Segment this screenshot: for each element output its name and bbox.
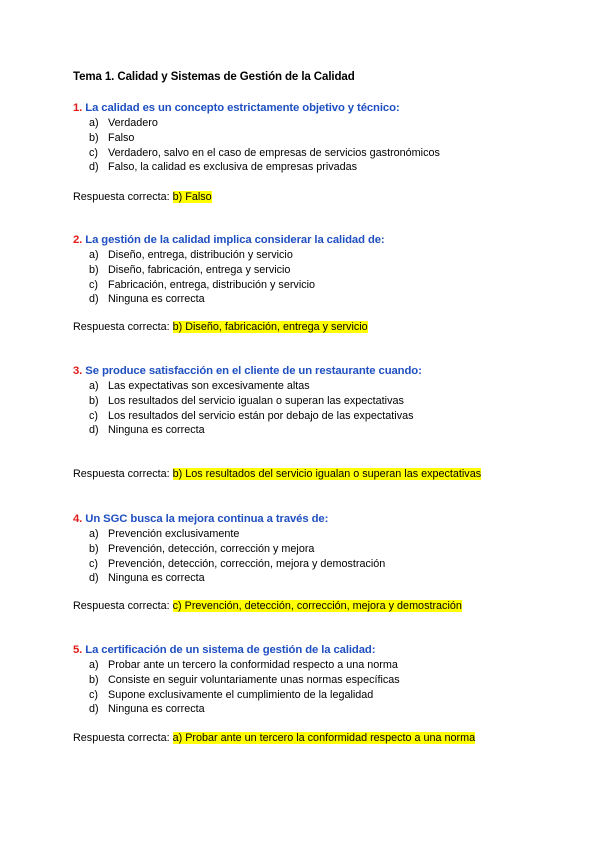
question-text: Se produce satisfacción en el cliente de un restaurante cuando:	[85, 365, 422, 377]
question-text: Un SGC busca la mejora continua a través de:	[85, 513, 329, 525]
question-number: 3.	[73, 365, 83, 377]
option-letter: c)	[89, 557, 98, 570]
option-c	[73, 409, 573, 424]
option-text: Fabricación, entrega, distribución y servicio	[108, 278, 316, 291]
question-2	[73, 232, 573, 307]
option-letter: a)	[89, 380, 99, 392]
question-heading	[73, 100, 573, 116]
options-list	[73, 248, 573, 307]
answer-value: b) Falso	[172, 191, 212, 203]
option-letter: c)	[89, 688, 98, 701]
option-letter: d)	[89, 572, 99, 585]
option-d	[73, 423, 573, 438]
option-text: Ninguna es correcta	[108, 293, 205, 306]
option-text: Los resultados del servicio igualan o superan las expectativas	[108, 394, 404, 407]
question-heading	[73, 363, 573, 379]
question-number: 4.	[73, 513, 83, 525]
option-a	[73, 248, 573, 263]
answer-value: a) Probar ante un tercero la conformidad respecto a una norma	[172, 732, 476, 744]
question-heading	[73, 511, 573, 527]
option-c	[73, 146, 573, 161]
question-5	[73, 642, 573, 717]
question-number: 5.	[73, 644, 83, 656]
option-letter: d)	[89, 293, 99, 306]
option-letter: b)	[89, 542, 99, 555]
option-c	[73, 688, 573, 703]
option-letter: b)	[89, 131, 99, 144]
options-list	[73, 658, 573, 717]
answer-1	[73, 190, 212, 205]
option-text: Falso	[108, 131, 135, 144]
answer-4	[73, 599, 462, 614]
option-b	[73, 263, 573, 278]
option-letter: b)	[89, 673, 99, 686]
option-text: Prevención, detección, corrección, mejora y demostración	[108, 557, 386, 570]
option-c	[73, 557, 573, 572]
question-heading	[73, 232, 573, 248]
option-letter: c)	[89, 409, 98, 422]
answer-value: b) Diseño, fabricación, entrega y servicio	[172, 321, 368, 333]
answer-5	[73, 731, 475, 746]
option-letter: a)	[89, 249, 99, 261]
option-a	[73, 116, 573, 131]
question-heading	[73, 642, 573, 658]
option-text: Diseño, fabricación, entrega y servicio	[108, 263, 291, 276]
option-text: Prevención exclusivamente	[108, 528, 240, 540]
answer-3	[73, 467, 481, 482]
option-letter: d)	[89, 161, 99, 174]
question-text: La certificación de un sistema de gestión de la calidad:	[85, 644, 376, 656]
page-title: Tema 1. Calidad y Sistemas de Gestión de la Calidad	[73, 71, 355, 83]
option-letter: b)	[89, 394, 99, 407]
question-number: 2.	[73, 234, 83, 246]
option-text: Ninguna es correcta	[108, 424, 205, 437]
question-1	[73, 100, 573, 175]
option-d	[73, 571, 573, 586]
option-text: Diseño, entrega, distribución y servicio	[108, 249, 293, 261]
question-number: 1.	[73, 102, 83, 114]
option-text: Verdadero, salvo en el caso de empresas de servicios gastronómicos	[108, 146, 440, 159]
options-list	[73, 116, 573, 175]
answer-label: Respuesta correcta:	[73, 468, 173, 480]
answer-label: Respuesta correcta:	[73, 321, 173, 333]
option-text: Probar ante un tercero la conformidad respecto a una norma	[108, 659, 398, 671]
option-c	[73, 278, 573, 293]
option-letter: d)	[89, 703, 99, 716]
option-b	[73, 394, 573, 409]
option-text: Ninguna es correcta	[108, 572, 205, 585]
question-4	[73, 511, 573, 586]
answer-label: Respuesta correcta:	[73, 191, 173, 203]
option-b	[73, 131, 573, 146]
options-list	[73, 379, 573, 438]
option-text: Supone exclusivamente el cumplimiento de la legalidad	[108, 688, 374, 701]
answer-label: Respuesta correcta:	[73, 600, 173, 612]
answer-value: c) Prevención, detección, corrección, mejora y demostración	[172, 600, 462, 612]
option-a	[73, 658, 573, 673]
options-list	[73, 527, 573, 586]
option-text: Prevención, detección, corrección y mejora	[108, 542, 315, 555]
option-d	[73, 292, 573, 307]
option-letter: c)	[89, 146, 98, 159]
option-text: Los resultados del servicio están por debajo de las expectativas	[108, 409, 414, 422]
option-text: Consiste en seguir voluntariamente unas normas específicas	[108, 673, 400, 686]
option-text: Verdadero	[108, 117, 158, 129]
option-letter: a)	[89, 528, 99, 540]
option-letter: b)	[89, 263, 99, 276]
option-text: Las expectativas son excesivamente altas	[108, 380, 310, 392]
option-letter: d)	[89, 424, 99, 437]
option-a	[73, 379, 573, 394]
question-text: La gestión de la calidad implica considerar la calidad de:	[85, 234, 385, 246]
option-d	[73, 160, 573, 175]
option-letter: a)	[89, 659, 99, 671]
option-letter: a)	[89, 117, 99, 129]
question-text: La calidad es un concepto estrictamente objetivo y técnico:	[85, 102, 400, 114]
option-letter: c)	[89, 278, 98, 291]
option-d	[73, 702, 573, 717]
question-3	[73, 363, 573, 438]
answer-label: Respuesta correcta:	[73, 732, 173, 744]
option-text: Falso, la calidad es exclusiva de empresas privadas	[108, 161, 358, 174]
answer-2	[73, 320, 368, 335]
option-text: Ninguna es correcta	[108, 703, 205, 716]
option-a	[73, 527, 573, 542]
option-b	[73, 542, 573, 557]
option-b	[73, 673, 573, 688]
answer-value: b) Los resultados del servicio igualan o superan las expectativas	[172, 468, 482, 480]
